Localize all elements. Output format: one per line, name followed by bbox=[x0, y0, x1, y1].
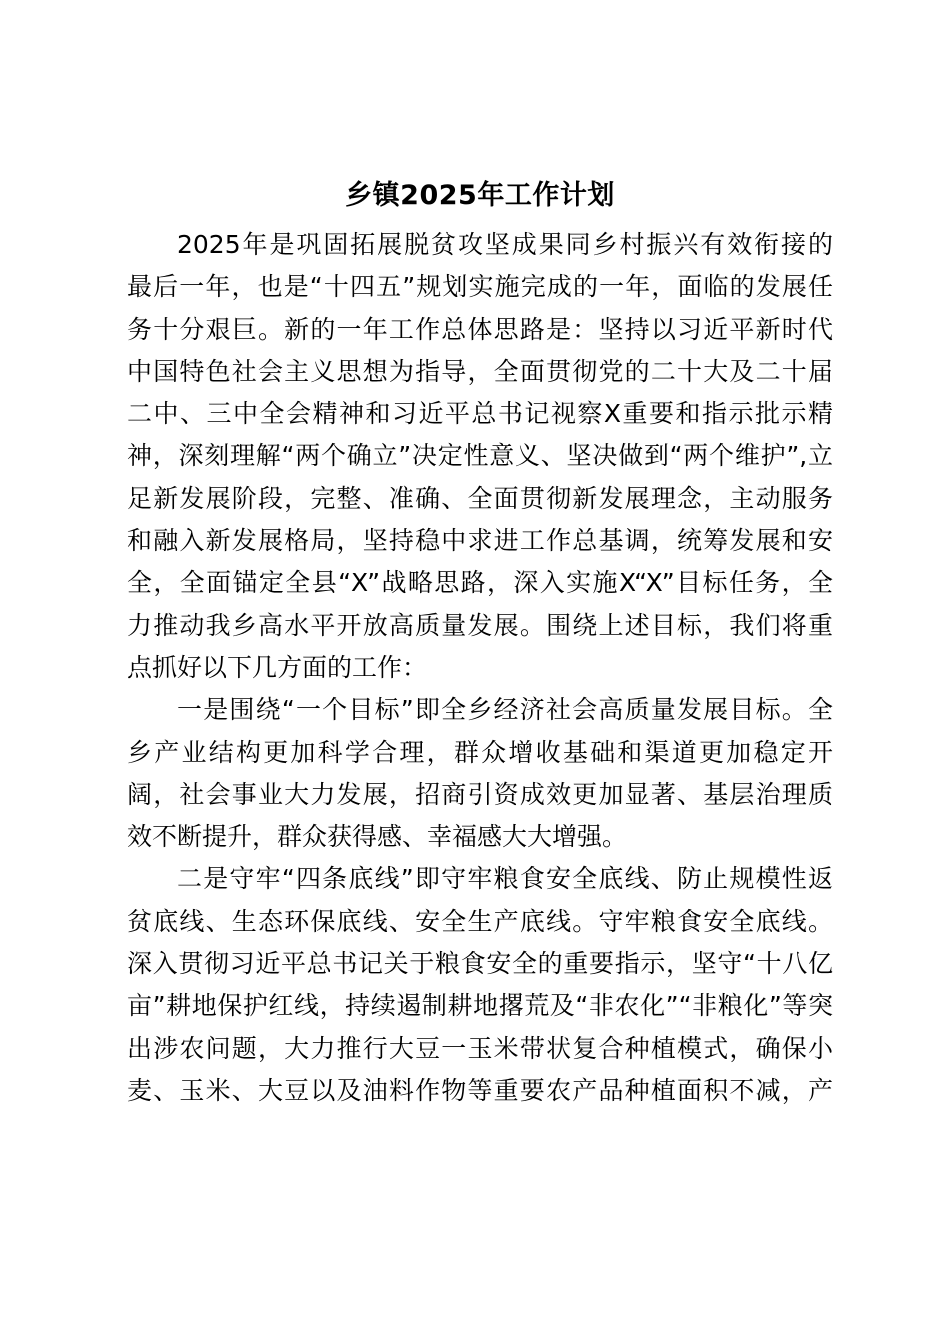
text-line: 和融入新发展格局，坚持稳中求进工作总基调，统筹发展和安 bbox=[127, 526, 833, 556]
text-line: 出涉农问题，大力推行大豆一玉米带状复合种植模式，确保小 bbox=[127, 1033, 833, 1063]
text-line: 中国特色社会主义思想为指导，全面贯彻党的二十大及二十届 bbox=[127, 356, 833, 386]
text-line: 全，全面锚定全县“X”战略思路，深入实施X“X”目标任务，全 bbox=[127, 568, 833, 598]
text-line: 深入贯彻习近平总书记关于粮食安全的重要指示，坚守“十八亿 bbox=[127, 949, 833, 979]
text-line: 务十分艰巨。新的一年工作总体思路是：坚持以习近平新时代 bbox=[127, 314, 833, 344]
text-line: 效不断提升，群众获得感、幸福感大大增强。 bbox=[127, 822, 628, 852]
document-page bbox=[127, 168, 833, 1112]
text-line: 二是守牢“四条底线”即守牢粮食安全底线、防止规模性返 bbox=[177, 864, 833, 894]
text-line: 足新发展阶段，完整、准确、全面贯彻新发展理念，主动服务 bbox=[127, 483, 833, 513]
text-line: 神，深刻理解“两个确立”决定性意义、坚决做到“两个维护”,立 bbox=[127, 441, 833, 471]
text-line: 二中、三中全会精神和习近平总书记视察X重要和指示批示精 bbox=[127, 399, 833, 429]
text-line: 贫底线、生态环保底线、安全生产底线。守牢粮食安全底线。 bbox=[127, 906, 833, 936]
paragraph-goal bbox=[127, 689, 833, 858]
text-line: 阔，社会事业大力发展，招商引资成效更加显著、基层治理质 bbox=[127, 779, 833, 809]
text-line: 麦、玉米、大豆以及油料作物等重要农产品种植面积不减，产 bbox=[127, 1075, 833, 1105]
text-line: 点抓好以下几方面的工作： bbox=[127, 652, 428, 682]
paragraph-bottom-lines bbox=[127, 858, 833, 1112]
text-line: 力推动我乡高水平开放高质量发展。围绕上述目标，我们将重 bbox=[127, 610, 833, 640]
text-line: 亩”耕地保护红线，持续遏制耕地撂荒及“非农化”“非粮化”等突 bbox=[127, 991, 833, 1021]
text-line: 一是围绕“一个目标”即全乡经济社会高质量发展目标。全 bbox=[177, 695, 833, 725]
text-line: 乡产业结构更加科学合理，群众增收基础和渠道更加稳定开 bbox=[127, 737, 833, 767]
text-line: 最后一年，也是“十四五”规划实施完成的一年，面临的发展任 bbox=[127, 272, 833, 302]
paragraph-intro bbox=[127, 224, 833, 689]
document-title: 乡镇2025年工作计划 bbox=[345, 180, 615, 211]
text-line: 2025年是巩固拓展脱贫攻坚成果同乡村振兴有效衔接的 bbox=[177, 230, 833, 259]
